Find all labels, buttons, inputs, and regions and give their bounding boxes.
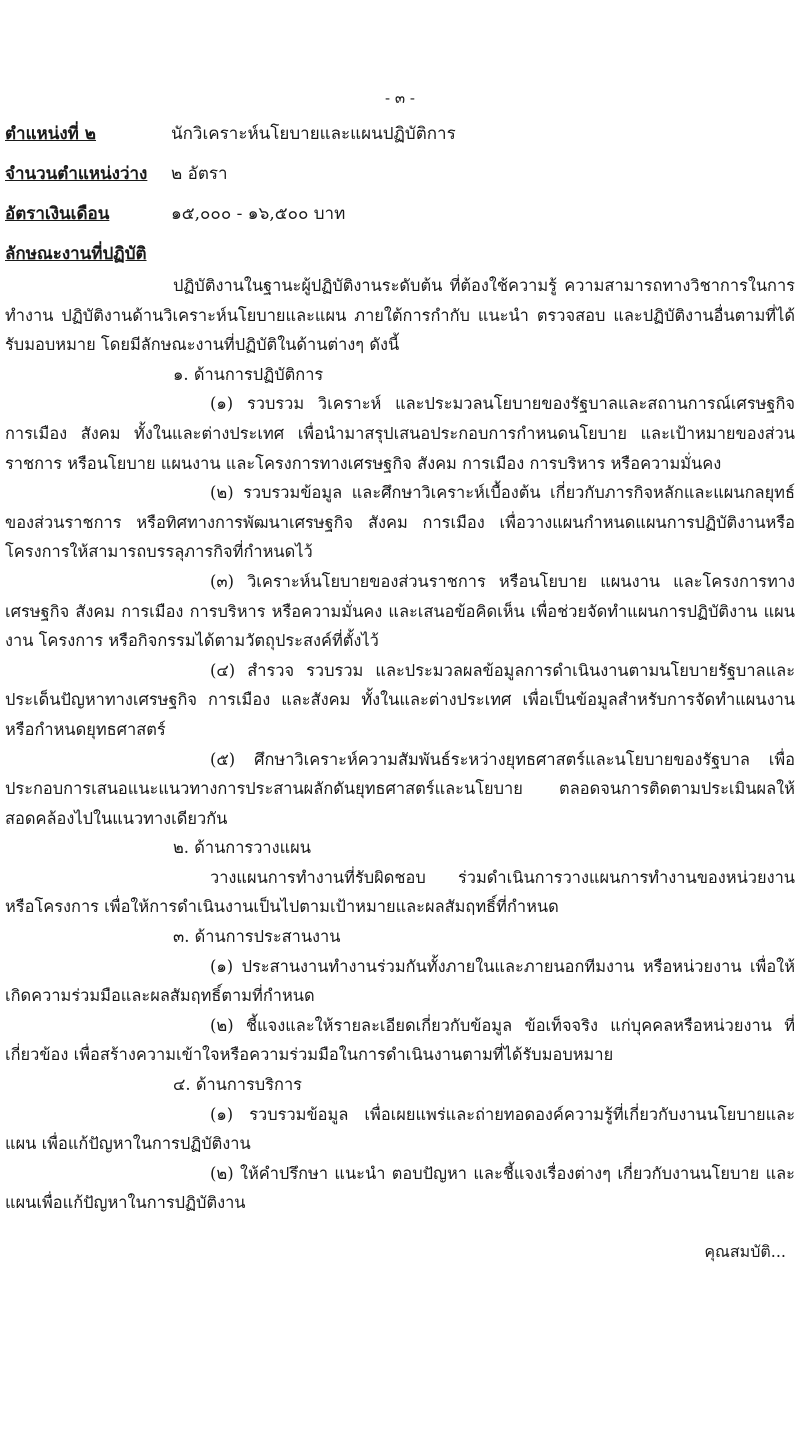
- intro-paragraph: ปฏิบัติงานในฐานะผู้ปฏิบัติงานระดับต้น ที่ต้องใช้ความรู้ ความสามารถทางวิชาการในการทำงาน ปฏิบัติงานด้านวิเคราะห์นโยบายและแผน ภายใต้การกำกับ แนะนำ ตรวจสอบ และปฏิบัติงานอื่นตามที่ได้รับมอบหมาย โดยมีลักษณะงานที่ปฏิบัติในด้านต่างๆ ดังนี้: [5, 276, 795, 355]
- area1-item-4: (๔) สำรวจ รวบรวม และประมวลผลข้อมูลการดำเนินงานตามนโยบายรัฐบาลและประเด็นปัญหาทางเศรษฐกิจ การเมือง และสังคม ทั้งในและต่างประเทศ เพื่อเป็นข้อมูลสำหรับการจัดทำแผนงาน หรือกำหนดยุทธศาสตร์: [5, 660, 795, 739]
- area1-item-3: (๓) วิเคราะห์นโยบายของส่วนราชการ หรือนโยบาย แผนงาน และโครงการทางเศรษฐกิจ สังคม การเมือง การบริหาร หรือความมั่นคง และเสนอข้อคิดเห็น เพื่อช่วยจัดทำแผนการปฏิบัติงาน แผนงาน โครงการ หรือกิจกรรมได้ตามวัตถุประสงค์ที่ตั้งไว้: [5, 571, 795, 651]
- duties-body: [5, 271, 795, 1218]
- area4-title: ๔. ด้านการบริการ: [173, 1075, 302, 1095]
- area4-item-2: (๒) ให้คำปรึกษา แนะนำ ตอบปัญหา และชี้แจงเรื่องต่างๆ เกี่ยวกับงานนโยบาย และแผนเพื่อแก้ปัญหาในการปฏิบัติงาน: [5, 1163, 795, 1213]
- salary-row: [5, 200, 345, 227]
- area1-item-5: (๕) ศึกษาวิเคราะห์ความสัมพันธ์ระหว่างยุทธศาสตร์และนโยบายของรัฐบาล เพื่อประกอบการเสนอแนะแนวทางการประสานผลักดันยุทธศาสตร์และนโยบาย ตลอดจนการติดตามประเมินผลให้สอดคล้องไปในแนวทางเดียวกัน: [5, 749, 795, 828]
- area3-item-2: (๒) ชี้แจงและให้รายละเอียดเกี่ยวกับข้อมูล ข้อเท็จจริง แก่บุคคลหรือหน่วยงาน ที่เกี่ยวข้อง เพื่อสร้างความเข้าใจหรือความร่วมมือในการดำเนินงานตามที่ได้รับมอบหมาย: [5, 1015, 795, 1065]
- vacancy-label: จำนวนตำแหน่งว่าง: [5, 164, 148, 184]
- vacancy-value: ๒ อัตรา: [171, 164, 228, 184]
- area1-item-1: (๑) รวบรวม วิเคราะห์ และประมวลนโยบายของรัฐบาลและสถานการณ์เศรษฐกิจ การเมือง สังคม ทั้งในและต่างประเทศ เพื่อนำมาสรุปเสนอประกอบการกำหนดนโยบาย และเป้าหมายของส่วนราชการ หรือนโยบาย แผนงาน และโครงการทางเศรษฐกิจ สังคม การเมือง การบริหาร หรือความมั่นคง: [5, 394, 795, 473]
- position-value: นักวิเคราะห์นโยบายและแผนปฏิบัติการ: [171, 124, 456, 144]
- area1-title: ๑. ด้านการปฏิบัติการ: [173, 364, 324, 384]
- area1-item-2: (๒) รวบรวมข้อมูล และศึกษาวิเคราะห์เบื้องต้น เกี่ยวกับภารกิจหลักและแผนกลยุทธ์ของส่วนราชการ หรือทิศทางการพัฒนาเศรษฐกิจ สังคม การเมือง เพื่อวางแผนกำหนดแผนการปฏิบัติงานหรือโครงการให้สามารถบรรลุภารกิจที่กำหนดไว้: [5, 483, 795, 562]
- area2-text: วางแผนการทำงานที่รับผิดชอบ ร่วมดำเนินการวางแผนการทำงานของหน่วยงาน หรือโครงการ เพื่อให้การดำเนินงานเป็นไปตามเป้าหมายและผลสัมฤทธิ์ที่กำหนด: [5, 867, 795, 917]
- salary-label: อัตราเงินเดือน: [5, 204, 110, 224]
- vacancy-row: [5, 160, 228, 187]
- area2-title: ๒. ด้านการวางแผน: [173, 838, 311, 858]
- area3-title: ๓. ด้านการประสานงาน: [173, 927, 341, 947]
- area4-item-1: (๑) รวบรวมข้อมูล เพื่อเผยแพร่และถ่ายทอดองค์ความรู้ที่เกี่ยวกับงานนโยบายและแผน เพื่อแก้ปัญหาในการปฏิบัติงาน: [5, 1104, 795, 1154]
- section-title: ลักษณะงานที่ปฏิบัติ: [5, 244, 147, 264]
- position-label: ตำแหน่งที่ ๒: [5, 124, 97, 144]
- salary-value: ๑๕,๐๐๐ - ๑๖,๕๐๐ บาท: [171, 204, 346, 224]
- position-row: [5, 120, 456, 147]
- page-number: - ๓ -: [385, 89, 415, 107]
- area3-item-1: (๑) ประสานงานทำงานร่วมกันทั้งภายในและภายนอกทีมงาน หรือหน่วยงาน เพื่อให้เกิดความร่วมมือและผลสัมฤทธิ์ตามที่กำหนด: [5, 956, 795, 1006]
- continuation-text: คุณสมบัติ...: [704, 1242, 786, 1261]
